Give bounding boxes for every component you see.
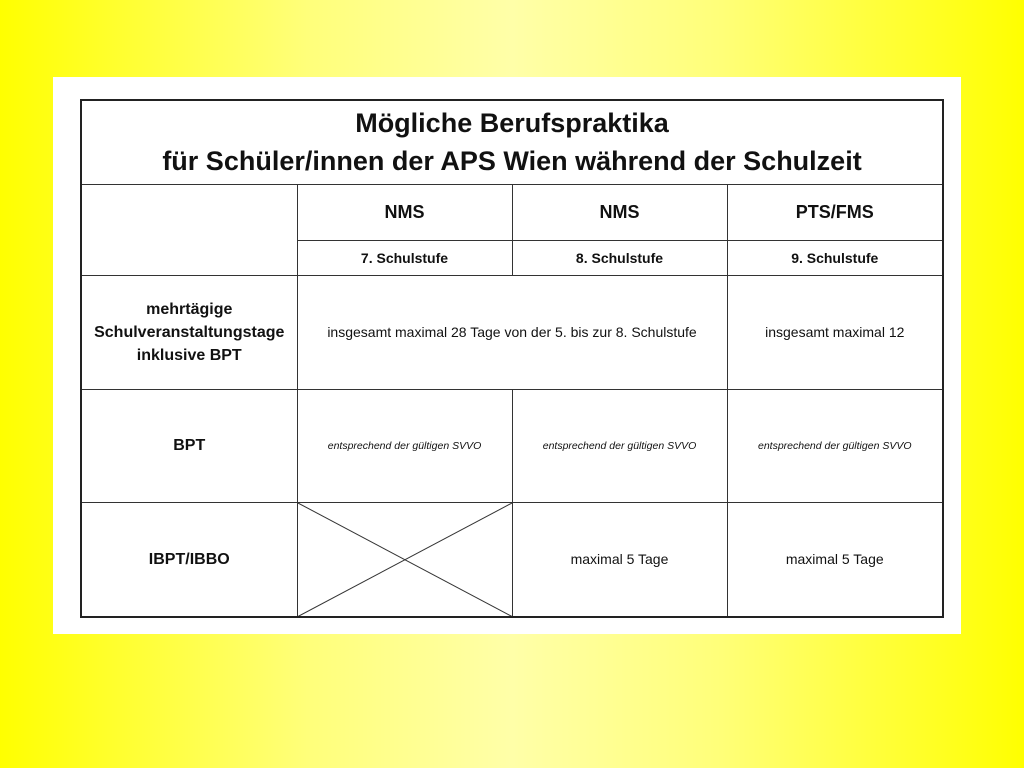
- row-header-line: mehrtägige: [146, 300, 233, 318]
- row-header-bpt: BPT: [81, 389, 297, 502]
- cell-nms-merged-limit: insgesamt maximal 28 Tage von der 5. bis zur 8. Schulstufe: [297, 275, 727, 389]
- berufspraktika-table: [80, 99, 944, 618]
- column-header-nms-7: NMS: [297, 184, 512, 240]
- grade-header-7: 7. Schulstufe: [297, 240, 512, 275]
- slide-panel: [53, 77, 961, 634]
- grade-header-8: 8. Schulstufe: [512, 240, 727, 275]
- table-row: [81, 389, 943, 502]
- title-row: [81, 100, 943, 184]
- grade-header-9: 9. Schulstufe: [727, 240, 943, 275]
- table-row: [81, 502, 943, 617]
- column-header-pts-fms: PTS/FMS: [727, 184, 943, 240]
- cell-bpt-pts: entsprechend der gültigen SVVO: [727, 389, 943, 502]
- table-title-line2: für Schüler/innen der APS Wien während der Schulzeit: [162, 146, 862, 177]
- cell-bpt-nms-7: entsprechend der gültigen SVVO: [297, 389, 512, 502]
- table-row: [81, 275, 943, 389]
- row-header-line: inklusive BPT: [136, 346, 242, 364]
- cell-pts-limit: insgesamt maximal 12: [727, 275, 943, 389]
- cell-ibpt-nms-8: maximal 5 Tage: [512, 502, 727, 617]
- cell-ibpt-pts: maximal 5 Tage: [727, 502, 943, 617]
- empty-corner-cell: [81, 184, 297, 275]
- row-header-line: Schulveranstaltungstage: [94, 323, 285, 341]
- row-header-ibpt-ibbo: IBPT/IBBO: [81, 502, 297, 617]
- school-header-row: [81, 184, 943, 240]
- cell-bpt-nms-8: entsprechend der gültigen SVVO: [512, 389, 727, 502]
- crossed-out-cell: [297, 502, 512, 617]
- table-title: [81, 100, 943, 184]
- row-header-schulveranstaltung: [81, 275, 297, 389]
- cross-mark-icon: [298, 503, 512, 617]
- column-header-nms-8: NMS: [512, 184, 727, 240]
- table-title-line1: Mögliche Berufspraktika: [355, 108, 669, 139]
